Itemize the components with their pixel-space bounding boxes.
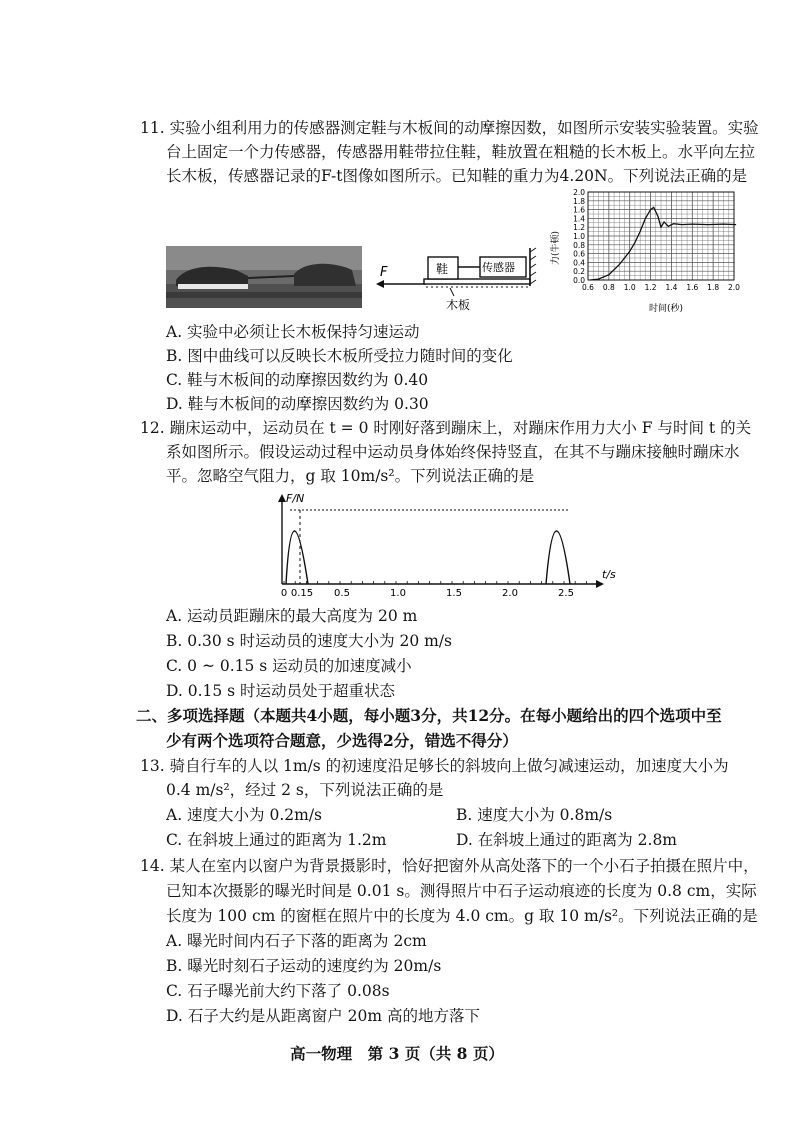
force-label: F — [380, 265, 388, 280]
q14-option-a[interactable]: A. 曝光时间内石子下落的距离为 2cm — [166, 932, 427, 950]
q14-number: 14. — [140, 857, 165, 875]
q11-ytick-label: 0.4 — [573, 258, 585, 268]
q11-force-time-chart — [548, 186, 748, 314]
q14-line-2: 已知本次摄影的曝光时间是 0.01 s。测得照片中石子运动痕迹的长度为 0.8 cm，实际 — [166, 882, 757, 900]
q12-option-a[interactable]: A. 运动员距蹦床的最大高度为 20 m — [166, 607, 418, 625]
q13-number: 13. — [140, 757, 165, 775]
q12-line-2: 系如图所示。假设运动过程中运动员身体始终保持竖直，在其不与蹦床接触时蹦床水 — [166, 443, 740, 461]
q12-second-hump — [546, 531, 570, 584]
q11-ytick-label: 1.2 — [573, 223, 585, 233]
q14-option-b[interactable]: B. 曝光时刻石子运动的速度约为 20m/s — [166, 957, 442, 975]
q13-option-b[interactable]: B. 速度大小为 0.8m/s — [456, 806, 613, 824]
q12-option-d[interactable]: D. 0.15 s 时运动员处于超重状态 — [166, 682, 396, 700]
q13-option-c[interactable]: C. 在斜坡上通过的距离为 1.2m — [166, 831, 387, 849]
q11-ytick-label: 0.6 — [573, 249, 585, 259]
q12-text-1: 蹦床运动中，运动员在 t = 0 时刚好落到蹦床上，对蹦床作用力大小 F 与时间 t 的关 — [169, 419, 752, 437]
setup-diagram — [374, 246, 550, 314]
q13-option-a[interactable]: A. 速度大小为 0.2m/s — [166, 806, 322, 824]
q11-xtick-label: 0.8 — [602, 283, 615, 292]
q11-option-d[interactable]: D. 鞋与木板间的动摩擦因数约为 0.30 — [166, 395, 429, 413]
q11-ytick-label: 2.0 — [573, 188, 585, 197]
q12-first-hump — [286, 531, 308, 584]
q14-option-c[interactable]: C. 石子曝光前大约下落了 0.08s — [166, 982, 390, 1000]
q12-xtick-label: 0 — [280, 588, 288, 599]
q12-xtick-label: 2.0 — [502, 588, 518, 599]
q12-line-3: 平。忽略空气阻力，g 取 10m/s²。下列说法正确的是 — [166, 467, 535, 485]
q11-xtick-label: 2.0 — [728, 283, 740, 292]
q11-line-1 — [140, 118, 759, 138]
q12-chart-ylabel: F/N — [286, 492, 305, 505]
q11-ytick-label: 1.4 — [573, 214, 585, 224]
q13-line-1 — [140, 756, 729, 776]
shoe-label: 鞋 — [436, 262, 449, 276]
q11-xtick-label: 1.4 — [665, 283, 678, 292]
q12-xtick-label: 0.15 — [290, 588, 314, 599]
q11-ytick-label: 0.2 — [573, 267, 585, 277]
board-label: 木板 — [446, 298, 471, 312]
q11-xtick-label: 1.6 — [686, 283, 699, 292]
q11-line-2: 台上固定一个力传感器，传感器用鞋带拉住鞋，鞋放置在粗糙的长木板上。水平向左拉 — [166, 143, 756, 161]
q14-line-3: 长度为 100 cm 的窗框在照片中的长度为 4.0 cm。g 取 10 m/s²。下列说法正确的是 — [166, 907, 758, 925]
q12-xtick-label: 2.5 — [558, 588, 574, 599]
q11-ytick-label: 0.8 — [573, 240, 585, 250]
q12-option-b[interactable]: B. 0.30 s 时运动员的速度大小为 20 m/s — [166, 632, 453, 650]
page-footer: 高一物理 第 3 页（共 8 页） — [290, 1044, 504, 1063]
q12-xtick-label: 0.5 — [334, 588, 350, 599]
q11-xtick-label: 1.0 — [623, 283, 636, 292]
q11-ytick-label: 1.8 — [573, 196, 585, 206]
q11-xtick-label: 1.2 — [644, 283, 657, 292]
q12-trampoline-chart — [262, 488, 622, 600]
q14-line-1 — [140, 856, 759, 876]
q12-number: 12. — [140, 419, 165, 437]
q14-text-1: 某人在室内以窗户为背景摄影时，恰好把窗外从高处落下的一个小石子拍摄在照片中， — [169, 857, 759, 875]
q12-chart-xlabel: t/s — [602, 568, 616, 581]
q11-ytick-label: 0.0 — [573, 276, 585, 285]
q13-option-d[interactable]: D. 在斜坡上通过的距离为 2.8m — [456, 831, 678, 849]
q11-ytick-label: 1.0 — [573, 232, 585, 241]
sensor-label: 传感器 — [482, 261, 515, 274]
q11-option-c[interactable]: C. 鞋与木板间的动摩擦因数约为 0.40 — [166, 371, 429, 389]
q11-text-1: 实验小组利用力的传感器测定鞋与木板间的动摩擦因数，如图所示安装实验装置。实验 — [169, 119, 759, 137]
q11-option-a[interactable]: A. 实验中必须让长木板保持匀速运动 — [166, 323, 420, 341]
q11-xtick-label: 0.6 — [582, 283, 594, 292]
q12-line-1 — [140, 418, 751, 438]
section-2-heading-2: 少有两个选项符合题意，少选得2分，错选不得分） — [166, 731, 518, 750]
q11-ytick-label: 1.6 — [573, 205, 585, 215]
q11-chart-xlabel: 时间(秒) — [648, 304, 684, 314]
q12-option-c[interactable]: C. 0 ~ 0.15 s 运动员的加速度减小 — [166, 657, 412, 675]
q11-chart-ylabel: 力(牛顿) — [551, 230, 561, 266]
q12-xtick-label: 1.0 — [390, 588, 406, 599]
q11-option-b[interactable]: B. 图中曲线可以反映长木板所受拉力随时间的变化 — [166, 347, 513, 365]
q13-line-2: 0.4 m/s²，经过 2 s，下列说法正确的是 — [166, 781, 444, 799]
shoe-photo — [166, 246, 362, 308]
section-2-heading-1: 二、多项选择题（本题共4小题，每小题3分，共12分。在每小题给出的四个选项中至 — [136, 706, 722, 725]
wooden-board — [424, 279, 530, 284]
q13-text-1: 骑自行车的人以 1m/s 的初速度沿足够长的斜坡向上做匀减速运动，加速度大小为 — [169, 757, 729, 775]
q12-xtick-label: 1.5 — [446, 588, 462, 599]
q11-number: 11. — [140, 119, 165, 137]
q14-option-d[interactable]: D. 石子大约是从距离窗户 20m 高的地方落下 — [166, 1007, 481, 1025]
q11-line-3: 长木板，传感器记录的F-t图像如图所示。已知鞋的重力为4.20N。下列说法正确的是 — [166, 167, 748, 185]
q11-xtick-label: 1.8 — [707, 283, 720, 292]
